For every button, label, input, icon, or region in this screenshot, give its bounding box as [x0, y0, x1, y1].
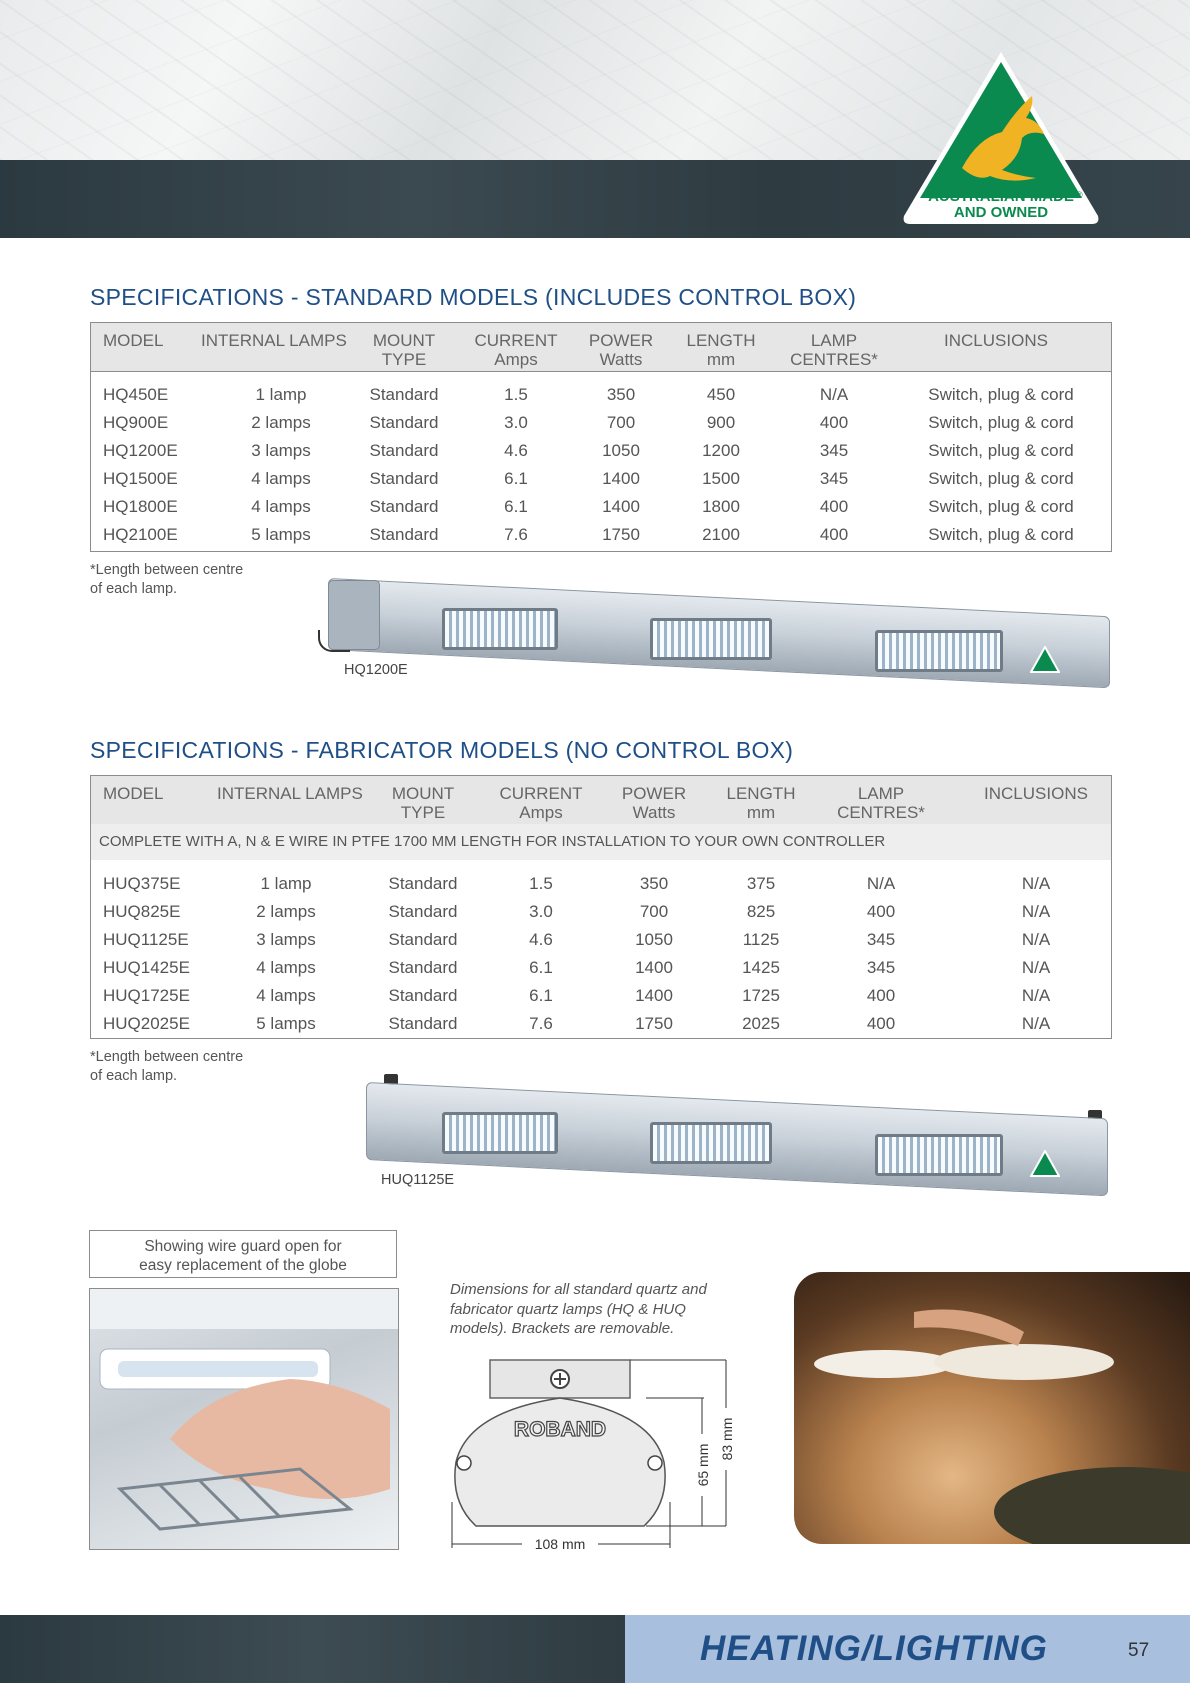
screw-icon — [648, 1456, 662, 1470]
col-inclusions: INCLUSIONS — [984, 784, 1088, 803]
hq1200e-caption: HQ1200E — [344, 662, 408, 678]
col-lamp-centres: LAMP CENTRES* — [837, 784, 925, 822]
chef-plating-photo — [794, 1272, 1190, 1544]
fabricator-section-title: SPECIFICATIONS - FABRICATOR MODELS (NO CONTROL BOX) — [90, 737, 794, 763]
col-model: MODEL — [103, 784, 164, 803]
hq1200e-lamp-image — [320, 572, 1120, 692]
dimensions-diagram — [446, 1352, 746, 1557]
col-power: POWER Watts — [621, 784, 687, 822]
col-inclusions: INCLUSIONS — [944, 331, 1048, 350]
huq1125e-caption: HUQ1125E — [381, 1172, 455, 1188]
logo-line1: AUSTRALIAN MADE — [928, 188, 1074, 205]
col-power: POWER Watts — [588, 331, 654, 369]
col-model: MODEL — [103, 331, 164, 350]
section-title-heating-lighting: HEATING/LIGHTING — [700, 1629, 1048, 1668]
standard-footnote: *Length between centre of each lamp. — [90, 562, 244, 597]
col-current: CURRENT Amps — [499, 784, 583, 822]
height-65-label: 65 mm — [695, 1443, 711, 1487]
col-internal-lamps: INTERNAL LAMPS — [201, 331, 347, 350]
lamp-window — [442, 608, 558, 650]
dimensions-description: Dimensions for all standard quartz and fabricator quartz lamps (HQ & HUQ models). Brackets are removable. — [450, 1281, 707, 1337]
power-cord — [318, 630, 350, 652]
fabricator-footnote: *Length between centre of each lamp. — [90, 1049, 244, 1084]
lamp-window — [650, 1122, 772, 1164]
width-108-label: 108 mm — [534, 1536, 586, 1552]
wire-guard-caption: Showing wire guard open for easy replacement of the globe — [89, 1230, 397, 1278]
table-header — [91, 323, 1111, 372]
lamp-window — [875, 1134, 1003, 1176]
lamp-window — [650, 618, 772, 660]
huq1125e-lamp-image — [360, 1072, 1120, 1202]
page-number: 57 — [1128, 1640, 1150, 1661]
lamp-window — [875, 630, 1003, 672]
logo-registered: ® — [1076, 190, 1083, 200]
table-header — [91, 776, 1111, 825]
col-lamp-centres: LAMP CENTRES* — [790, 331, 878, 369]
hand-replacing-globe-image — [90, 1289, 398, 1549]
wire-guard-photo — [89, 1288, 399, 1550]
australian-made-sticker-icon — [1030, 646, 1060, 674]
col-internal-lamps: INTERNAL LAMPS — [217, 784, 363, 803]
footer-dark-band — [0, 1615, 625, 1683]
col-mount: MOUNT TYPE — [391, 784, 455, 822]
col-current: CURRENT Amps — [474, 331, 558, 369]
col-length: LENGTH mm — [726, 784, 796, 822]
col-length: LENGTH mm — [686, 331, 756, 369]
standard-section-title: SPECIFICATIONS - STANDARD MODELS (INCLUDES CONTROL BOX) — [90, 284, 857, 310]
logo-line2: AND OWNED — [953, 204, 1049, 221]
chef-plating-image — [794, 1272, 1190, 1544]
lamp-window — [442, 1112, 558, 1154]
australian-made-logo — [898, 48, 1104, 228]
wiring-note: COMPLETE WITH A, N & E WIRE IN PTFE 1700 MM LENGTH FOR INSTALLATION TO YOUR OWN CONTROLLER — [91, 824, 1111, 860]
height-83-label: 83 mm — [719, 1417, 735, 1461]
screw-icon — [457, 1456, 471, 1470]
col-mount: MOUNT TYPE — [372, 331, 436, 369]
roband-brand: ROBAND — [513, 1418, 607, 1441]
standard-spec-table: MODEL INTERNAL LAMPS MOUNT TYPE CURRENT Amps POWER Watts LENGTH mm LAMP CENTRES* INCLUSIONS HQ450E 1 lamp Standard 1.5 350 450 N/A Switch, plug & cord HQ900E 2 lamps Standard 3.0 700 900 400 Switch, plug & cord HQ1200E 3 lamps Standard 4.6 1050 1200 345 Switch, plug & cord HQ1500E 4 lamps Standard 6.1 1400 1500 345 Switch, plug & cord HQ1800E 4 lamps Standard 6.1 1400 1800 400 Switch, plug & cord HQ2100E 5 lamps Standard 7.6 1750 2100 400 Switch, plug & cord — [90, 322, 1112, 552]
australian-made-sticker-icon — [1030, 1150, 1060, 1178]
fabricator-spec-table: MODEL INTERNAL LAMPS MOUNT TYPE CURRENT Amps POWER Watts LENGTH mm LAMP CENTRES* INCLUSIONS COMPLETE WITH A, N & E WIRE IN PTFE 1700 MM LENGTH FOR INSTALLATION TO YOUR OWN CONTROLLER HUQ375E 1 lamp Standard 1.5 350 375 N/A N/A HUQ825E 2 lamps Standard 3.0 700 825 400 N/A HUQ1125E 3 lamps Standard 4.6 1050 1125 345 N/A HUQ1425E 4 lamps Standard 6.1 1400 1425 345 N/A HUQ1725E 4 lamps Standard 6.1 1400 1725 400 N/A HUQ2025E 5 lamps Standard 7.6 1750 2025 400 N/A — [90, 775, 1112, 1039]
